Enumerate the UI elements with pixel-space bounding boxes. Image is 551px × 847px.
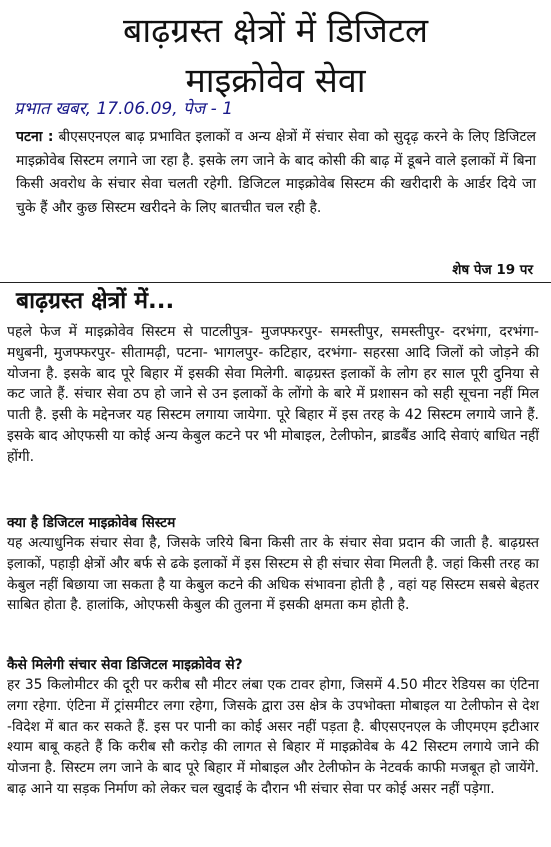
lead-text: बीएसएनएल बाढ़ प्रभावित इलाकों व अन्य क्षेत्रों में संचार सेवा को सुदृढ़ करने के लिए डिजिटल माइक्रोवेब सिस्टम लगाने जा रहा है. इसके लग जाने के बाद कोसी की बाढ़ में डूबने वाले इलाकों में बिना किसी अवरोध के संचार सेवा चलती रहेगी. डिजिटल माइक्रोवेब सिस्टम की खरीदारी के आर्डर दिये जा चुके हैं और कुछ सिस्टम खरीदने के लिए बातचीत चल रही है. <box>16 129 536 216</box>
dateline: पटना : <box>16 129 54 145</box>
lead-paragraph <box>16 126 536 220</box>
section-heading-what-is-system: क्या है डिजिटल माइक्रोवेब सिस्टम <box>7 515 176 531</box>
continuation-paragraph: पहले फेज में माइक्रोवेव सिस्टम से पाटलीपुत्र- मुजफ्फरपुर- समस्तीपुर, समस्तीपुर- दरभंगा, दरभंगा- मधुबनी, मुजफ्फरपुर- सीतामढ़ी, पटना- भागलपुर- कटिहार, दरभंगा- सहरसा आदि जिलों को जोड़ने की योजना है. इसके बाद पूरे बिहार में इसकी सेवा मिलेगी. बाढ़ग्रस्त इलाकों के लोग हर साल पूरी दुनिया से कट जाते हैं. संचार सेवा ठप हो जाने से उन इलाकों के लोंगो के बारे में प्रशासन को सही सूचना नहीं मिल पाती है. इसी के मद्देनजर यह सिस्टम लगाया जायेगा. पूरे बिहार में इस तरह के 42 सिस्टम लगाये जाने हैं. इसके बाद ओएफसी या कोई अन्य केबुल कटने पर भी मोबाइल, टेलीफोन, ब्राडबैंड आदि सेवाएं बाधित नहीं होंगी. <box>7 324 539 465</box>
section-paragraph-what-is-system: यह अत्याधुनिक संचार सेवा है, जिसके जरिये बिना किसी तार के संचार सेवा प्रदान की जाती है. बाढ़ग्रस्त इलाकों, पहाड़ी क्षेत्रों और बर्फ से ढके इलाकों में इस सिस्टम से ही संचार सेवा मिलती है. जहां किसी तरह का केबुल नहीं बिछाया जा सकता है या केबुल कटने की अधिक संभावना होती है , वहां यह सिस्टम सबसे बेहतर साबित होता है. हालांकि, ओएफसी केबुल की तुलना में इसकी क्षमता कम होती है. <box>7 535 539 614</box>
continuation-heading: बाढ़ग्रस्त क्षेत्रों में... <box>16 288 175 314</box>
headline-line-1: बाढ़ग्रस्त क्षेत्रों में डिजिटल <box>122 11 429 51</box>
section-paragraph-how-service-works: हर 35 किलोमीटर की दूरी पर करीब सौ मीटर लंबा एक टावर होगा, जिसमें 4.50 मीटर रेडियस का एंटिना लगा रहेगा. एंटिना में ट्रांसमीटर लगा रहेगा, जिसके द्वारा उस क्षेत्र के उपभोक्ता मोबाइल या टेलीफोन से देश -विदेश में बात कर सकते हैं. इस पर पानी का कोई असर नहीं पड़ता है. बीएसएनएल के जीएमएम इटीआर श्याम बाबू कहते हैं कि करीब सौ करोड़ की लागत से बिहार में माइक्रोवेब के 42 सिस्टम लगाये जाने की योजना है. सिस्टम लग जाने के बाद पूरे बिहार में मोबाइल और टेलीफोन के नेटवर्क काफी मजबूत हो जायेंगे. बाढ़ आने या सड़क निर्माण को लेकर चल खुदाई के दौरान भी संचार सेवा पर कोई असर नहीं पड़ेगा. <box>7 677 539 797</box>
section-heading-how-service-works: कैसे मिलेगी संचार सेवा डिजिटल माइक्रोवेव से? <box>7 657 243 673</box>
handwritten-source-note: प्रभात खबर, 17.06.09, पेज - 1 <box>14 99 234 119</box>
divider <box>0 282 551 283</box>
headline-line-2: माइक्रोवेव सेवा <box>185 61 366 101</box>
continued-on-page-note: शेष पेज 19 पर <box>452 262 533 278</box>
